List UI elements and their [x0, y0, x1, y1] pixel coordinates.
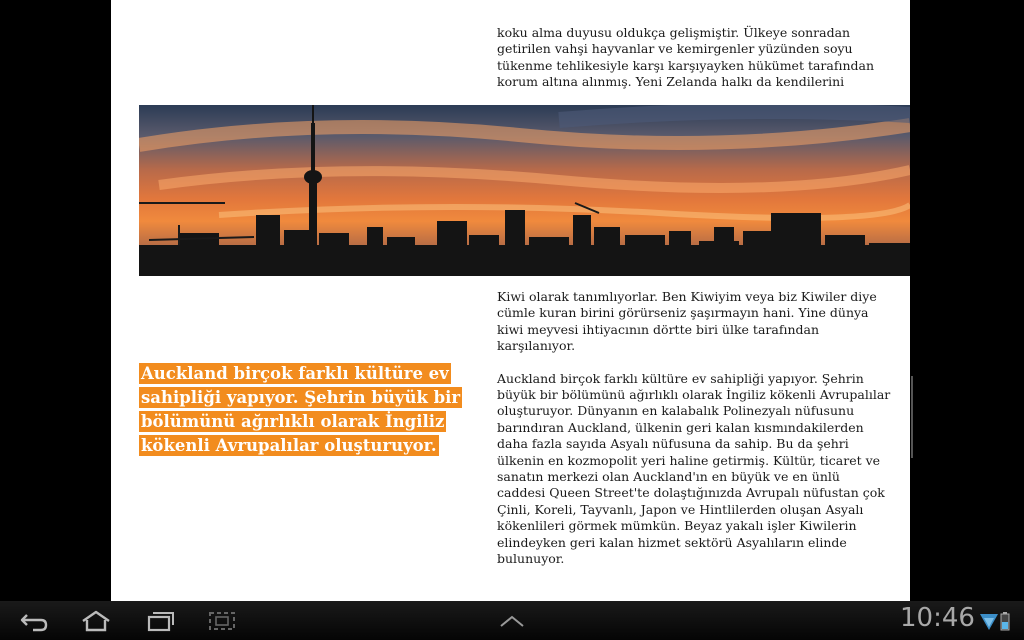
screenshot-button[interactable] — [202, 606, 242, 636]
article-text-top — [497, 25, 892, 91]
paragraph-kiwi: Kiwi olarak tanımlıyorlar. Ben Kiwiyim veya biz Kiwiler diye cümle kuran birini görürseniz şaşırmayın hani. Yine dünya kiwi meyvesi ihtiyacının dörtte biri ülke tarafından karşılanıyor. — [497, 289, 877, 354]
paragraph-auckland: Auckland birçok farklı kültüre ev sahipliği yapıyor. Şehrin büyük bir bölümünü ağırlıklı olarak İngiliz kökenli Avrupalılar oluşturuyor. Dünyanın en kalabalık Polinezyalı nüfusunu barındıran Auckland, ülkenin geri kalan kısmındakilerden daha fazla sayıda Asyalı nüfusuna da sahip. Bu da şehri ülkenin en kozmopolit yeri haline getirmiş. Kültür, ticaret ve sanatın merkezi olan Auckland'ın en büyük ve en ünlü caddesi Queen Street'te dolaştığınızda Avrupalı nüfustan çok Çinli, Koreli, Tayvanlı, Japon ve Hintlilerden oluşan Asyalı kökenlileri görmek mümkün. Beyaz yakalı işler Kiwilerin elindeyken geri kalan hizmet sektörü Asyalıların elinde bulunuyor. — [497, 370, 891, 567]
battery-icon — [1001, 612, 1009, 630]
up-arrow-icon — [499, 614, 525, 628]
home-icon — [80, 610, 112, 632]
pull-quote — [139, 362, 469, 458]
android-navigation-bar — [0, 601, 1024, 640]
recent-apps-icon — [145, 610, 175, 632]
clock: 10:46 — [900, 603, 975, 633]
status-icons — [978, 610, 1018, 632]
screenshot-icon — [207, 610, 237, 632]
auckland-skyline-image — [139, 105, 910, 276]
pull-quote-text: Auckland birçok farklı kültüre ev sahipliği yapıyor. Şehrin büyük bir bölümünü ağırlıklı olarak İngiliz kökenli Avrupalılar oluşturuyor. — [141, 364, 461, 455]
expand-up-button[interactable] — [492, 606, 532, 636]
recent-apps-button[interactable] — [140, 606, 180, 636]
paragraph-top: koku alma duyusu oldukça gelişmiştir. Ülkeye sonradan getirilen vahşi hayvanlar ve kemirgenler yüzünden soyu tükenme tehlikesiyle karşı karşıyayken hükümet tarafından korum altına alınmış. Yeni Zelanda halkı da kendilerini — [497, 25, 875, 90]
back-button[interactable] — [14, 606, 54, 636]
home-button[interactable] — [76, 606, 116, 636]
back-icon — [19, 610, 49, 632]
magazine-page — [111, 0, 910, 601]
page-scrollbar[interactable] — [911, 376, 913, 458]
wifi-icon — [980, 614, 998, 630]
article-text-body — [497, 289, 892, 568]
